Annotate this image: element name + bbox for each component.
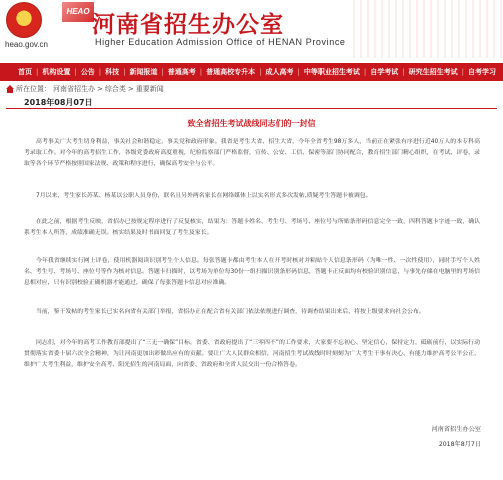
article-paragraph: 同志们，对今年的高考工作教育部提出了“三无一确保”目标，省委、省政府提出了“三零四不”的工作要求，大家要不忘初心、坚定信心，保持定力，砥砺前行，以实际行动贯彻落实省委十届六次全会精神，为让河南更加出彩做出应有的贡献。要让广大人民群众相信，河南招生考试战线时时刻刻为广大考生干事有决心、有能力维护高考公平公正，维护广大考生利益，维护安全高考、阳光招生的河南局面，向省委、省政府和全省人民交出一份合格答卷。: [24, 340, 480, 368]
article-paragraph: 今年我省继续实行网上评卷，使用机器阅读识别考生个人信息。每张答题卡都由考生本人在开考时核对并粘贴个人信息条形码（为唯一性、一次性使用），同时手写个人姓名、考生号、考场号、座位号等作为核对信息。答题卡扫描时，以考场为单位每30份一组扫描识别条形码信息，答题卡正反面均有校验识别信息，与事先存储在电脑里的考场信息相对应，只有识别校验正确机器才能通过，确保了每张答题卡信息对应准确。: [24, 258, 480, 286]
breadcrumb: [6, 84, 164, 94]
nav-separator: |: [98, 68, 102, 76]
nav-separator: |: [161, 68, 164, 76]
article-paragraph: 在此之前，根据考生反映，省招办已按规定程序进行了反复核实，结果为：答题卡姓名、考生号、考场号、座位号与所贴条形码信息完全一致，四科答题卡字迹一致，确认系考生本人所答，成绩准确无误。核实结果及时书面回复了考生及家长。: [24, 219, 480, 236]
nav-item-tech[interactable]: 科技: [105, 68, 120, 76]
main-nav: [0, 63, 503, 81]
nav-separator: |: [297, 68, 300, 76]
site-header: [0, 0, 503, 58]
nav-separator: |: [259, 68, 262, 76]
article-paragraph: 高考事关广大考生切身利益，事关社会和谐稳定，事关党和政府形象。我省是考生大省、招生大省，今年全省考生98万多人，当前正在紧张有序进行近40万人的本专科高考录取工作。对今年的高考招生工作，各级党委政府高度重视，纪检监察部门严格监督，宣传、公安、工信、保密等部门协同配合，教育招生部门精心组织，在考试、评卷、录取等各个环节严格按照国家法规、政策和程序进行，确保高考安全与公平。: [24, 139, 480, 167]
breadcrumb-prefix: 所在位置：: [16, 85, 51, 93]
publish-date: 2018年08月07日: [24, 98, 93, 107]
nav-separator: |: [74, 68, 77, 76]
breadcrumb-item[interactable]: 河南省招生办: [53, 85, 95, 93]
nav-item-self-study[interactable]: 自考学习: [467, 68, 496, 76]
nav-item-organization[interactable]: 机构设置: [42, 68, 71, 76]
signature-date: 2018年8月7日: [438, 441, 481, 448]
breadcrumb-item[interactable]: 重要新闻: [135, 85, 164, 93]
nav-separator: |: [402, 68, 405, 76]
nav-item-news[interactable]: 新闻报道: [129, 68, 158, 76]
divider: [6, 108, 497, 109]
nav-item-graduate[interactable]: 研究生招生考试: [408, 68, 458, 76]
header-decoration: [353, 0, 503, 58]
nav-separator: |: [363, 68, 367, 76]
nav-item-notices[interactable]: 公告: [80, 68, 95, 76]
nav-separator: |: [461, 68, 464, 76]
nav-item-adult-exam[interactable]: 成人高考: [265, 68, 294, 76]
home-icon: [6, 85, 14, 93]
article-paragraph: 当前，鉴于发帖的考生家长已实名向省有关部门举报，省招办正在配合省有关部门依法依规进行调查，待调查结果出来后，将按上级要求向社会公布。: [36, 309, 425, 315]
nav-item-gaokao[interactable]: 普通高考: [167, 68, 196, 76]
nav-item-self-study-exam[interactable]: 自学考试: [370, 68, 399, 76]
site-title[interactable]: 河南省招生办公室: [92, 12, 284, 38]
heao-logo: HEAO: [62, 2, 94, 22]
nav-item-home[interactable]: 首页: [18, 68, 32, 76]
nav-separator: |: [36, 68, 39, 76]
nav-item-vocational[interactable]: 中等职业招生考试: [303, 68, 360, 76]
article-paragraph: 7月以来，考生家长苏某、杨某以公职人员身份，联名且另外两名家长在网络媒体上以实名形式多次发帖,质疑考生答题卡被调包。: [36, 193, 372, 199]
article-title: 致全省招生考试战线同志们的一封信: [187, 119, 316, 128]
nav-separator: |: [199, 68, 203, 76]
site-subtitle-en: Higher Education Admission Office of HENAN Province: [95, 37, 346, 47]
breadcrumb-item[interactable]: 综合类: [104, 85, 126, 93]
nav-separator: |: [123, 68, 126, 76]
national-emblem-icon: ★: [6, 2, 42, 38]
breadcrumb-separator: >: [97, 85, 103, 93]
nav-item-upgrade[interactable]: 普通高校专升本: [206, 68, 256, 76]
breadcrumb-separator: >: [127, 85, 134, 93]
signature-org: 河南省招生办公室: [431, 426, 481, 433]
site-url: heao.gov.cn: [5, 40, 48, 49]
